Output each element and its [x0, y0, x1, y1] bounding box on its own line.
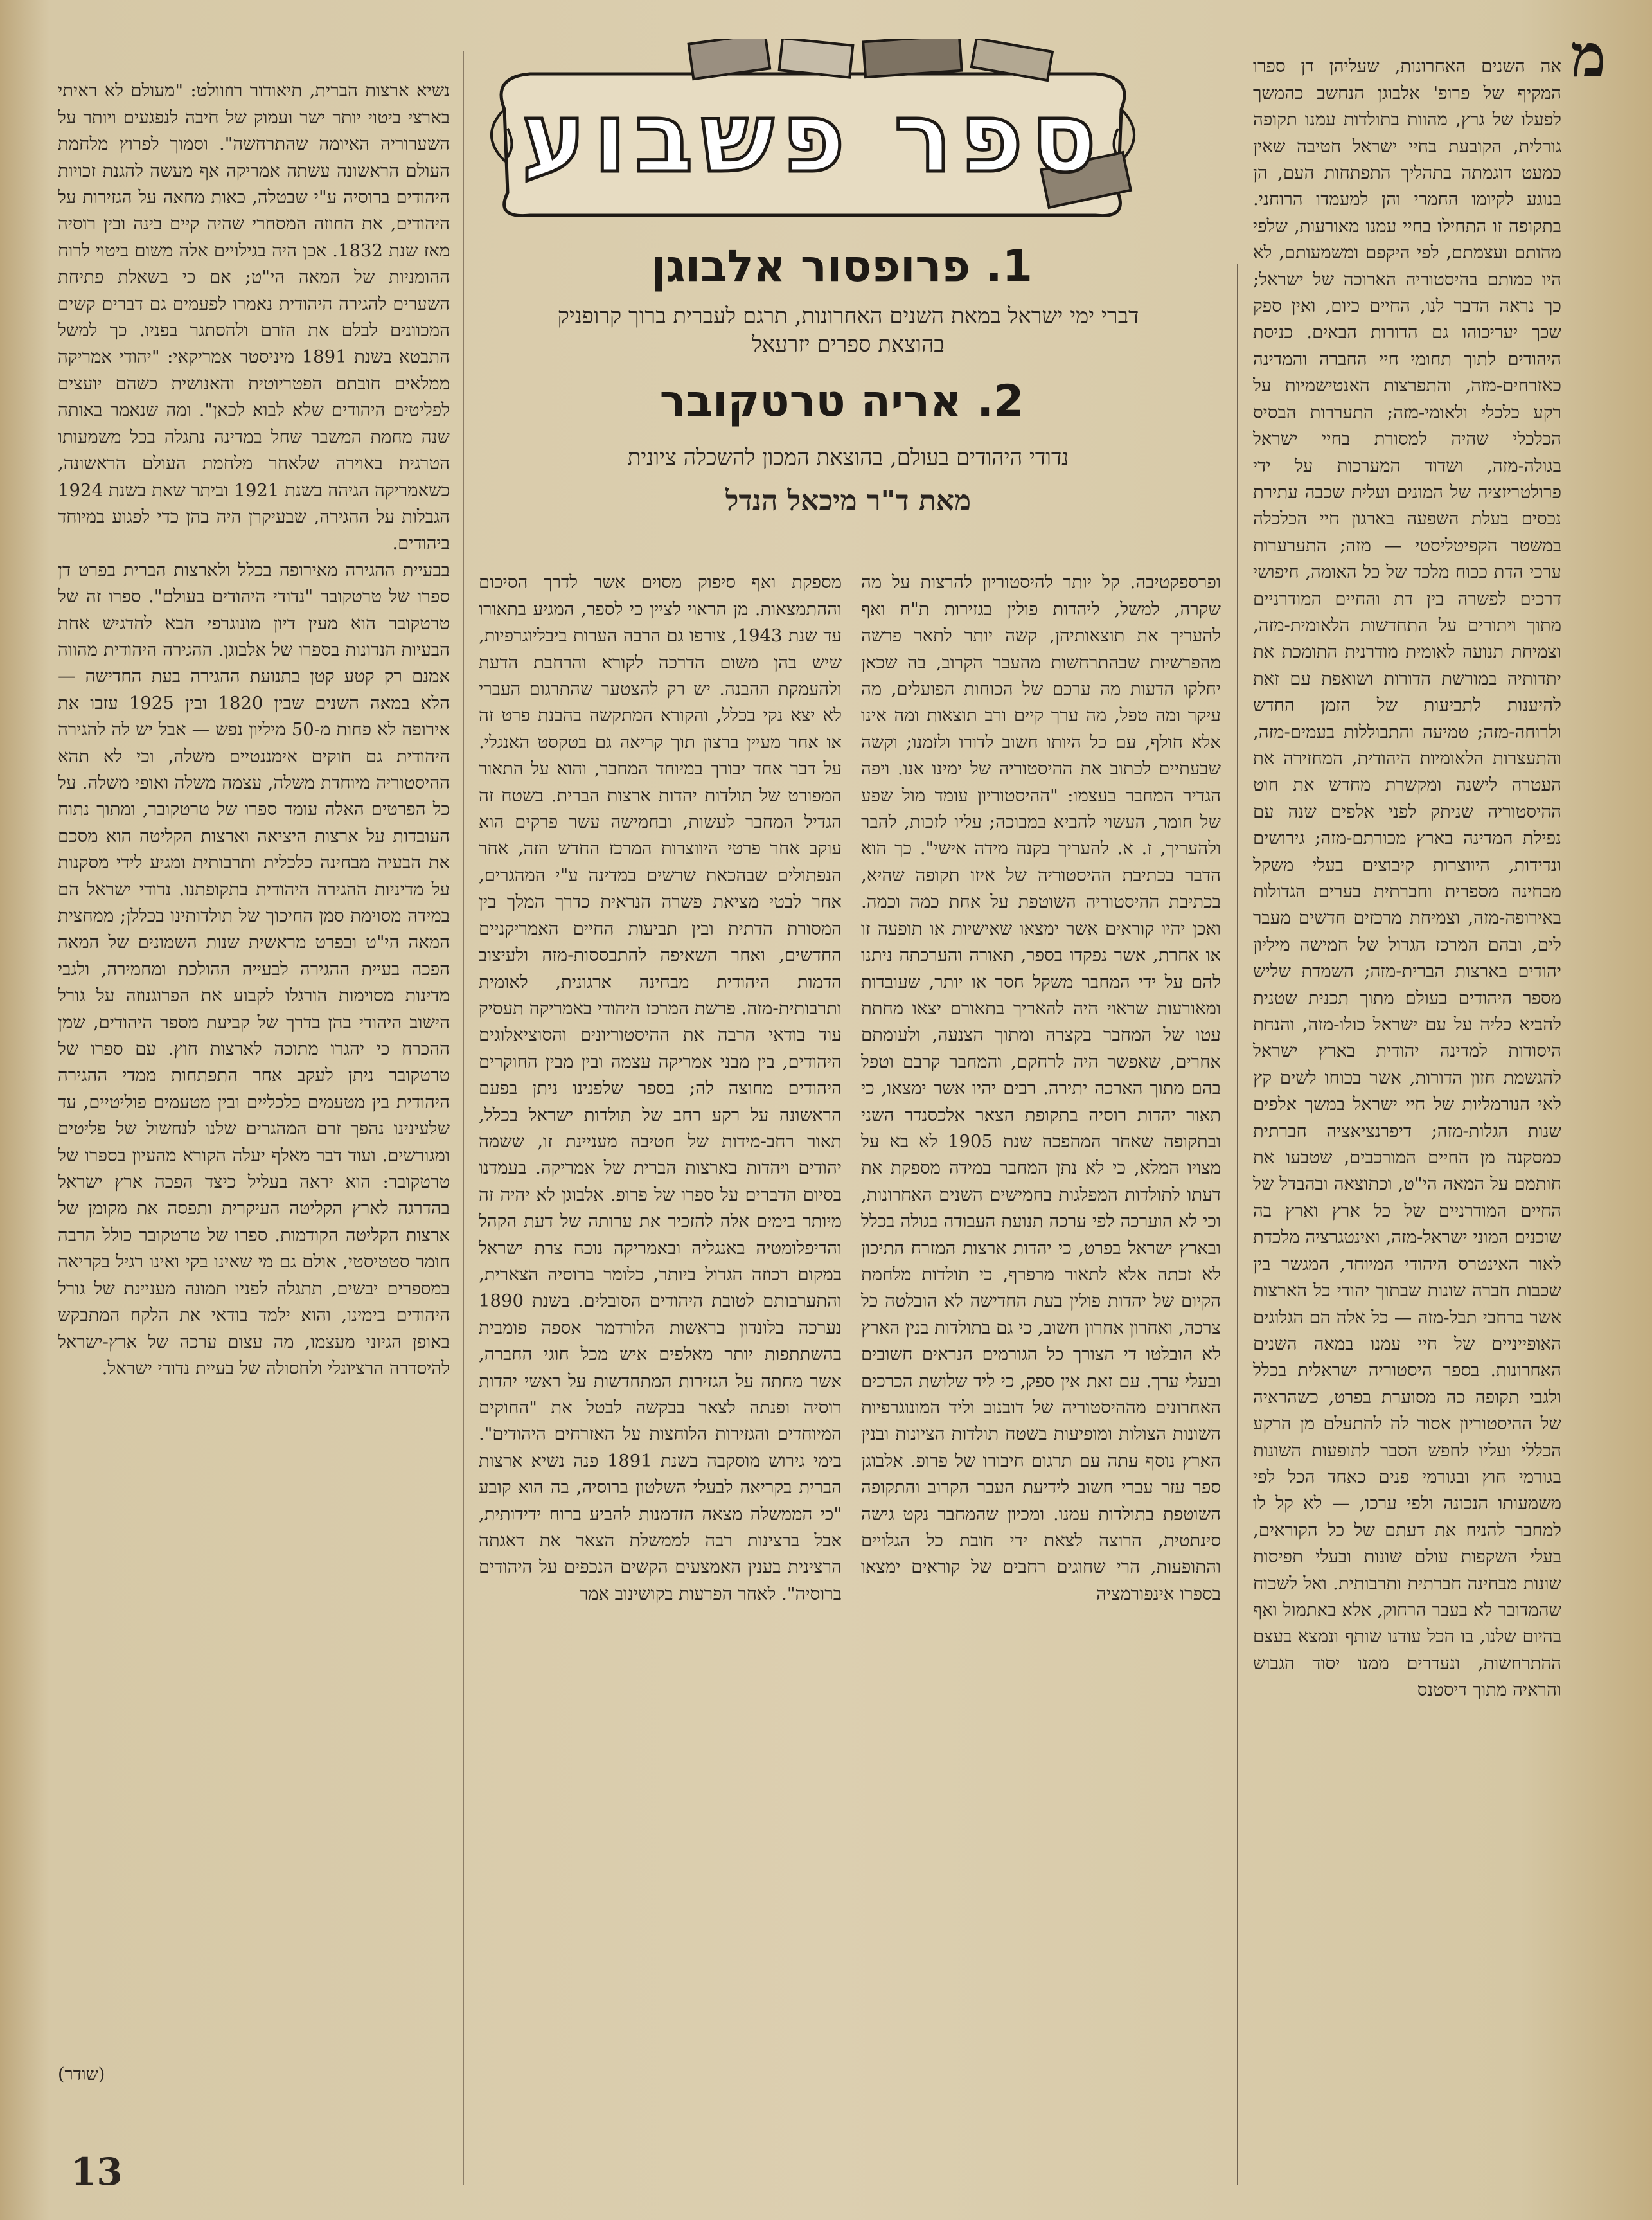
column-1: [1253, 27, 1561, 2187]
book-1-details-line-2: בהוצאת ספרים יזרעאל: [752, 332, 945, 357]
column-4-text: נשיא ארצות הברית, תיאודור רוזוולט: "מעולם לא ראיתי בארצי ביטוי יותר ישר ועמוק של חיבה לנפגעים ויותר על השערוריה האיומה שהתרחשה". וסמוך לפרוץ מלחמת העולם הראשונה עשתה אמריקה אף מעשה להגנת זכויות היהודים ברוסיה ע"י שבטלה, כאות מחאה על הגזירות על היהודים, את החוזה המסחרי שהיה קיים בינה ובין רוסיה מאז שנת 1832. אכן היה בגילויים אלה משום ביטוי לרוח ההומניות של המאה הי"ט; אם כי בשאלת פתיחת השערים להגירה היהודית נאמרו לפעמים גם דברים קשים המכוונים לבלם את הזרם ולהסתגר בפניו. כך למשל התבטא בשנת 1891 מיניסטר אמריקאי: "יהודי אמריקה ממלאים חובתם הפטריוטית והאנושית כשהם יועצים לפליטים היהודים שלא לבוא לכאן". ומה שנאמר באותה שנה מחמת המשבר שחל במדינה נתגלה בכל משמעותו הטרגית באוירה שלאחר מלחמת העולם הראשונה, כשאמריקה הגיהה בשנת 1921 וביתר שאת בשנת 1924 הגבלות על ההגירה, שבעיקרן היה בהן כדי לפגוע במיוחד ביהודים. בבעיית ההגירה מאירופה בכלל ולארצות הברית בפרט דן ספרו של טרטקובר "נדודי היהודים בעולם". ספרו זה של טרטקובר הוא מעין דיון מונוגרפי הבא להדגיש אחת הבעיות הנדונות בספרו של אלבוגן. ההגירה היהודית מהווה אמנם רק קטע קטן בתנועת ההגירה בעת החדישה — הלא במאה השנים שבין 1820 ובין 1925 עזבו את אירופה לא פחות מ-50 מיליון נפש — אבל יש לה להגירה היהודית גם חוקים אימננטיים משלה, וכי לא תהא ההיסטוריה מיוחדת משלה, עצמה משלה ואופי משלה. על כל הפרטים האלה עומד ספרו של טרטקובר, ומתוך נתוח העובדות על ארצות היציאה וארצות הקליטה הוא מסכם את הבעיה מבחינה כלכלית ותרבותית ומגיע לידי מסקנות על מדיניות ההגירה היהודית בתקופתנו. נדודי ישראל הם במידה מסוימת סמן החיכוך של תולדותינו בכללן; ממחצית המאה הי"ט ובפרט מראשית שנות השמונים של המאה הפכה בעיית ההגירה לבעייה ההולכת ומחמירה, ולגבי מדינות מסוימות הורגלו לקבוע את הפרוגנוזה על גורל הישוב היהודי בהן בדרך של קביעת מספר היהודים, שמן ההכרח כי יהגרו מתוכה לארצות חוץ. עם ספרו של טרטקובר ניתן לעקב אחר התפתחות ממדי ההגירה היהודית בין מטעמים כלכליים ובין מטעמים פוליטיים, עד שלעינינו נהפך זרם המהגרים שלנו לנחשול של פליטים ומגורשים. ועוד דבר מאלף יעלה הקורא מהעיון בספרו של טרטקובר: הוא יראה בעליל כיצד הפכה ארץ ישראל בהדרגה לארץ הקליטה העיקרית ותפסה את מקומן של ארצות הקליטה הקודמות. ספרו של טרטקובר כולל הרבה חומר סטטיסטי, אולם גם מי שאינו בקי ואינו רגיל בקריאה במספרים יבשים, תתגלה לפניו תמונה מעניינת של גורל היהודים בימינו, והוא ילמד בודאי את הלקח המתבקש באופן הגיוני מעצמו, מה עצום ערכה של ארץ-ישראל להיסדרה הרציונלי ולחסולה של בעיית נדודי ישראל.: [58, 80, 450, 1379]
drop-cap: מ: [1570, 21, 1606, 91]
column-2-text: ופרספקטיבה. קל יותר להיסטוריון להרצות על מה שקרה, למשל, ליהדות פולין בגזירות ת"ח ואף להעריך את תוצאותיהן, קשה יותר לתאר פרשה מהפרשיות שבהתרחשות מהעבר הקרוב, בה שכאן יחלקו הדעות מה ערכם של הכוחות הפועלים, מה עיקר ומה טפל, מה ערך קיים ורב תוצאות ומה אינו אלא חולף, עם כל היותו חשוב לדורו ולזמנו; וקשה שבעתיים לכתוב את ההיסטוריה של ימינו אנו. ויפה הגדיר המחבר בעצמו: "ההיסטוריון עומד מול שפע של חומר, העשוי להביא במבוכה; עליו לזכות, להבר ולהעריך, ז. א. להעריך בקנה מידה אישי". כך הוא הדבר בכתיבת ההיסטוריה של איזו תקופה שהיא, בכתיבת ההיסטוריה השוטפת על אחת כמה וכמה. ואכן יהיו קוראים אשר ימצאו שאישיות או תופעה זו או אחרת, אשר נפקדו בספר, תאורה והערכתה ניתנו להם על ידי המחבר משקל חסר או יותר, שעובדות ומאורעות שראוי היה להאריך בתאורם יצאו מחתת עטו של המחבר בקצרה ומתוך הצנעה, ולעומתם אחרים, שאפשר היה לרחקם, והמחבר קרבם וטפל בהם מתוך הארכה יתירה. רבים יהיו אשר ימצאו, כי תאור יהדות רוסיה בתקופת הצאר אלכסנדר השני ובתקופה שאחר המהפכה שנת 1905 לא בא על מצויו המלא, כי לא נתן המחבר במידה מספקת את דעתו לתולדות המפלגות בחמישים השנים האחרונות, וכי לא הוערכה לפי ערכה תנועת העבודה בגולה בכלל ובארץ ישראל בפרט, כי יהדות ארצות המזרח התיכון לא זכתה אלא לתאור מרפרף, כי תולדות מלחמת הקיום של יהדות פולין בעת החדישה לא הובלטה כל צרכה, ואחרון אחרון חשוב, כי גם בתולדות בנין הארץ לא הובלטו די הצורך כל הגורמים הנראים חשובים ובעלי ערך. עם זאת אין ספק, כי ליד שלושת הכרכים האחרונים מההיסטוריה של דובנוב וליד המונוגרפיות השונות הצולות ומופיעות בשטח תולדות הציונות ובנין הארץ נוסף עתה עם תרגום חיבורו של פרופ. אלבוגן ספר עזר עברי חשוב לידיעת העבר הקרוב והתקופה השוטפת בתולדות עמנו. ומכיון שהמחבר נקט גישה סינתטית, הרוצה לצאת ידי חובת כל הגלויים והתופעות, הרי שחוגים רחבים של קוראים ימצאו בספרו אינפורמציה: [861, 572, 1221, 1604]
banner-title: ספר פשבוע: [521, 82, 1105, 194]
book-2-details: נדודי היהודים בעולם, בהוצאת המכון להשכלה ציונית: [627, 445, 1069, 470]
column-divider: [1237, 264, 1238, 2185]
column-1-text: אה השנים האחרונות, שעליהן דן ספרו המקיף של פרופ' אלבוגן הנחשב כהמשך לפעלו של גרץ, מהוות בתולדות עמנו תקופה גורלית, הקובעת בחיי ישראל חטיבה שאין כמעט דוגמתה בתהליך התפתחות העם, הן בנוגע לקיומו החמרי והן למעמדו הרוחני. בתקופה זו התחילו בחיי עמנו מאורעות, שלפי מהותם ועצמתם, לפי היקפם ומשמעותם, לא היו כמותם בהיסטוריה הארוכה של ישראל; כך נראה הדבר לנו, החיים כיום, ואין ספק שכך יעריכוהו גם הדורות הבאים. כניסת היהודים לתוך תחומי חיי החברה והמדינה כאזרחים-מזה, והתפרצות האנטישמיות על רקע כלכלי ולאומי-מזה; התעררות הבסיס הכלכלי שהיה למסורת בחיי ישראל בגולה-מזה, ושדוד המערכות על ידי פרולטריזציה של המונים ועלית שכבה עתירת נכסים בעלת השפעה בארגון חיי הכלכלה במשטר הקפיטליסטי — מזה; התערערות ערכי הדת ככוח מלכד של כל האומה, חיפושי דרכים לפשרה בין דת והחיים המודרניים מתוך ויתורים על התחדשות הלאומית-מזה, וצמיחת תנועה לאומית מודרנית התומכת את יתדותיה במורשת הדורות ושואפת עם זאת להיענות לתביעות של הזמן החדש ולרוחה-מזה; טמיעה והתבוללות בעמים-מזה, והתעצרות הלאומיות היהודית, המחזירה את העטרה לישנה ומקשרת מחדש את חוט ההיסטוריה שניתק לפני אלפים שנה עם נפילת המדינה בארץ מכורתם-מזה; גירושים ונדידות, היווצרות קיבוצים בעלי משקל מבחינה מספרית וחברתית בערים הגדולות באירופה-מזה, וצמיחת מרכזים חדשים מעבר לים, ובהם המרכז הגדול של חמישה מיליון יהודים בארצות הברית-מזה; השמדת שליש מספר היהודים בעולם מתוך תכנית שטנית להביא כליה על עם ישראל כולו-מזה, והנחת היסודות למדינה יהודית בארץ ישראל להגשמת חזון הדורות, אשר בכוחו לשים קץ לאי הנורמליות של חיי ישראל במשך אלפים שנות הגלות-מזה; דיפרנציאציה חברתית כמסקנה מן החיים המורכבים, שטבעו את חותמם על המאה הי"ט, וכתוצאה ובהבדל של החיים המודרניים של כל ארץ וארץ בה שוכנים המוני ישראל-מזה, ואינטגרציה מלכדת לאור האינטרס היהודי המיוחד, המגשר בין שכבות חברה שונות שבתוך יהודי כל הארצות אשר ברחבי תבל-מזה — כל אלה הם הגלוגים האופייניים של חיי עמנו במאה השנים האחרונות. בספר היסטוריה ישראלית בכלל ולגבי תקופה כה מסוערת בפרט, כשהראיה של ההיסטוריון אסור לה להתעלם מן הרקע הכללי ועליו לחפש הסבר לתופעות השונות בגורמי חוץ ובגורמי פנים כאחד הכל לפי משמעותו הנכונה ולפי ערכו, — לא קל לו למחבר להניח את דעתם של כל הקוראים, בעלי השקפות עולם שונות ובעלי תפיסות שונות מבחינה חברתית ותרבותית. ואל לשכוח שהמדובר לא בעבר הרחוק, אלא באתמול ואף בהיום שלנו, בו הכל עודנו שותף ונמצא בעצם ההתרחשות, ונעדרים ממנו יסוד הגבוש והראיה מתוך דיסטנס: [1253, 56, 1561, 1701]
review-author: מאת ד"ר מיכאל הנדל: [725, 485, 972, 517]
book-2-heading: 2. אריה טרטקובר: [659, 376, 1024, 427]
column-3: [479, 543, 842, 2189]
page-number: 13: [71, 2150, 123, 2194]
book-1-details-line-1: דברי ימי ישראל במאת השנים האחרונות, תרגם לעברית ברוך קרופניק: [557, 303, 1139, 329]
book-1-details: [475, 302, 1221, 359]
column-divider: [463, 51, 464, 2185]
column-4: [58, 51, 450, 2057]
book-1-heading: 1. פרופסור אלבוגן: [651, 241, 1033, 292]
column-3-text: מספקת ואף סיפוק מסוים אשר לדרך הסיכום וההתמצאות. מן הראוי לציין כי לספר, המגיע בתאורו עד שנת 1943, צורפו גם הרבה הערות ביבליוגרפיות, שיש בהן משום הדרכה לקורא והרחבת הדעת ולהעמקת ההבנה. יש רק להצטער שהתרגום העברי לא יצא נקי בכלל, והקורא המתקשה בהבנת פרט זה או אחר מעיין ברצון תוך קריאה גם בטקסט האנגלי. על דבר אחד יבורך במיוחד המחבר, והוא על התאור המפורט של תולדות יהדות ארצות הברית. בשטח זה הגדיל המחבר לעשות, ובחמישה עשר פרקים הוא עוקב אחר פרטי היווצרות המרכז החדש הזה, אחר הנפתולים שבהכאת שרשים במדינה ע"י המהגרים, אחר לבטי מציאת פשרה הנראית כדרך המלך בין המסורת הדתית ובין תביעות החיים האמריקניים החדשים, ואחר השאיפה להתבססות-מזה ולעיצוב הדמות היהודית מבחינה ארגונית, לאומית ותרבותית-מזה. פרשת המרכז היהודי באמריקה תעסיק עוד בודאי הרבה את ההיסטוריונים והסוציאלוגים היהודים, בין מבני אמריקה עצמה ובין מבין החוקרים היהודים מחוצה לה; בספר שלפנינו ניתן בפעם הראשונה על רקע רחב של תולדות ישראל בכלל, תאור רחב-מידות של חטיבה מעניינת זו, ששמה יהודים ויהדות בארצות הברית של אמריקה. בעמדנו בסיום הדברים על ספרו של פרופ. אלבוגן לא יהיה זה מיותר בימים אלה להזכיר את ערותה של דעת הקהל והדיפלומטיה באנגליה ובאמריקה נוכח צרת ישראל במקום רכוזה הגדול ביותר, כלומר ברוסיה הצארית, והתערבותם לטובת היהודים הסובלים. בשנת 1890 נערכה בלונדון בראשות הלורדמר אספה פומבית בהשתתפות יותר מאלפים איש מכל חוגי החברה, אשר מחתה על הגזירות המתחדשות על ראשי יהדות רוסיה ופנתה לצאר בבקשה לבטל את "החוקים המיוחדים והגזירות הלוחצות על האזרחים היהודים". בימי גירוש מוסקבה בשנת 1891 פנה נשיא ארצות הברית בקריאה לבעלי השלטון ברוסיה, בה הוא קובע "כי הממשלה מצאה הזדמנות להביע ברוח ידידותית, אבל ברצינות רבה לממשלת הצאר את דאגתה הרצינית בענין האמצעים הקשים הנכפים על היהודים ברוסיה". לאחר הפרעות בקושינוב אמר: [479, 572, 842, 1604]
column-2: [861, 543, 1221, 2189]
author-credit: (שודר): [58, 2064, 105, 2084]
section-banner: [479, 39, 1147, 231]
